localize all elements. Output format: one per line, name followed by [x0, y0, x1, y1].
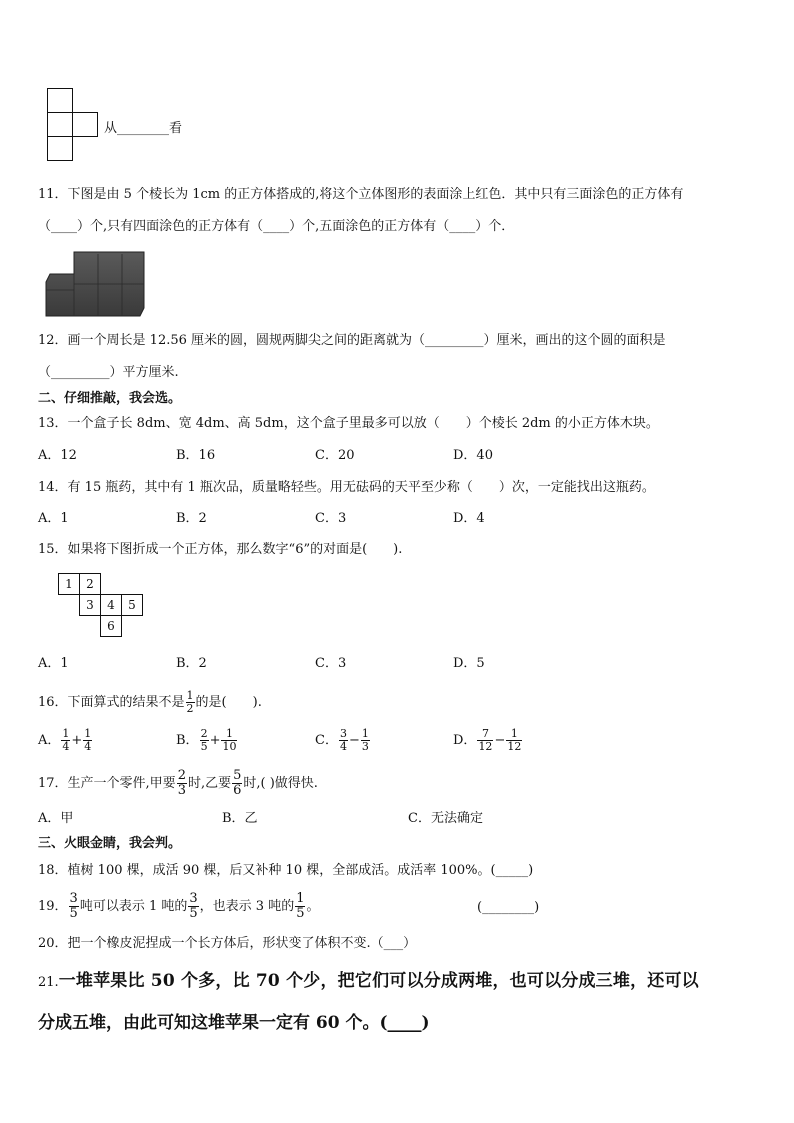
q19-answer-blank: (________): [477, 900, 540, 915]
net-cell: 5: [121, 594, 143, 616]
q21-line2: 分成五堆，由此可知这堆苹果一定有 60 个。(____): [38, 1013, 430, 1033]
q21-text-line1: 一堆苹果比 50 个多，比 70 个少，把它们可以分成两堆，也可以分成三堆，还可以: [58, 971, 699, 991]
q16-option-d: D． $\frac{7}{12}$ − $\frac{1}{12}$: [453, 727, 522, 753]
q17-option-a: A．甲: [38, 811, 74, 826]
q13-option-a: A．12: [38, 448, 77, 463]
q14-option-d: D．4: [453, 511, 485, 526]
net-cell: 1: [58, 573, 80, 595]
q19-text: 19． $\frac{3}{5}$ 吨可以表示 1 吨的 $\frac{3}{5}$ ，也表示 3 吨的 $\frac{1}{5}$ 。: [38, 891, 320, 921]
q14-option-a: A．1: [38, 511, 69, 526]
q15-text: 15．如果将下图折成一个正方体，那么数字“6”的对面是( ).: [38, 542, 403, 557]
q16-option-c: C． $\frac{3}{4}$ − $\frac{1}{3}$: [315, 727, 369, 753]
q15-option-d: D．5: [453, 656, 485, 671]
q14-option-c: C．3: [315, 511, 347, 526]
q15-cube-net: [58, 573, 158, 643]
q15-option-c: C．3: [315, 656, 347, 671]
q14-text: 14．有 15 瓶药，其中有 1 瓶次品，质量略轻些。用无砝码的天平至少称（ ）次，一定能找出这瓶药。: [38, 480, 655, 495]
q10-view-text: 从________看: [104, 121, 183, 136]
q20-text: 20．把一个橡皮泥捏成一个长方体后，形状变了体积不变.（___）: [38, 936, 417, 951]
section-2-heading: 二、仔细推敲，我会选。: [38, 391, 182, 406]
q13-option-d: D．40: [453, 448, 493, 463]
q16-prefix: 16．下面算式的结果不是: [38, 695, 185, 710]
q21-line1: [38, 970, 699, 992]
q17-option-b: B．乙: [222, 811, 258, 826]
q14-option-b: B．2: [176, 511, 207, 526]
q13-option-c: C．20: [315, 448, 355, 463]
q16-suffix: 的是( ).: [195, 695, 262, 710]
q13-option-b: B．16: [176, 448, 216, 463]
q11-cube-figure: [44, 250, 148, 320]
q16-text: [38, 690, 262, 716]
net-cell: 3: [79, 594, 101, 616]
q12-line2: （_________）平方厘米.: [38, 365, 179, 380]
q16-option-b: B． $\frac{2}{5}$ + $\frac{1}{10}$: [176, 727, 237, 753]
net-cell: 2: [79, 573, 101, 595]
q15-option-b: B．2: [176, 656, 207, 671]
q21-number: 21.: [38, 975, 59, 990]
q11-line2: （____）个,只有四面涂色的正方体有（____）个,五面涂色的正方体有（____）个．: [38, 219, 515, 234]
net-cell: 6: [100, 615, 122, 637]
q16-option-a: A． $\frac{1}{4}$ + $\frac{1}{4}$: [38, 727, 92, 753]
q15-option-a: A．1: [38, 656, 69, 671]
section-3-heading: 三、火眼金睛，我会判。: [38, 836, 182, 851]
q17-option-c: C．无法确定: [408, 811, 483, 826]
net-cell: 4: [100, 594, 122, 616]
q12-line1: 12．画一个周长是 12.56 厘米的圆，圆规两脚尖之间的距离就为（_________）厘米，画出的这个圆的面积是: [38, 333, 666, 348]
q18-text: 18．植树 100 棵，成活 90 棵，后又补种 10 棵，全部成活。成活率 100%。(_____): [38, 863, 534, 878]
q13-text: 13．一个盒子长 8dm、宽 4dm、高 5dm，这个盒子里最多可以放（ ）个棱长 2dm 的小正方体木块。: [38, 416, 659, 431]
q17-text: 17．生产一个零件,甲要 $\frac{2}{3}$ 时,乙要 $\frac{5}{6}$ 时,( )做得快.: [38, 768, 318, 798]
q11-line1: 11．下图是由 5 个棱长为 1cm 的正方体搭成的,将这个立体图形的表面涂上红色．其中只有三面涂色的正方体有: [38, 187, 684, 202]
q16-fraction: $\frac{1}{2}$: [186, 689, 194, 715]
